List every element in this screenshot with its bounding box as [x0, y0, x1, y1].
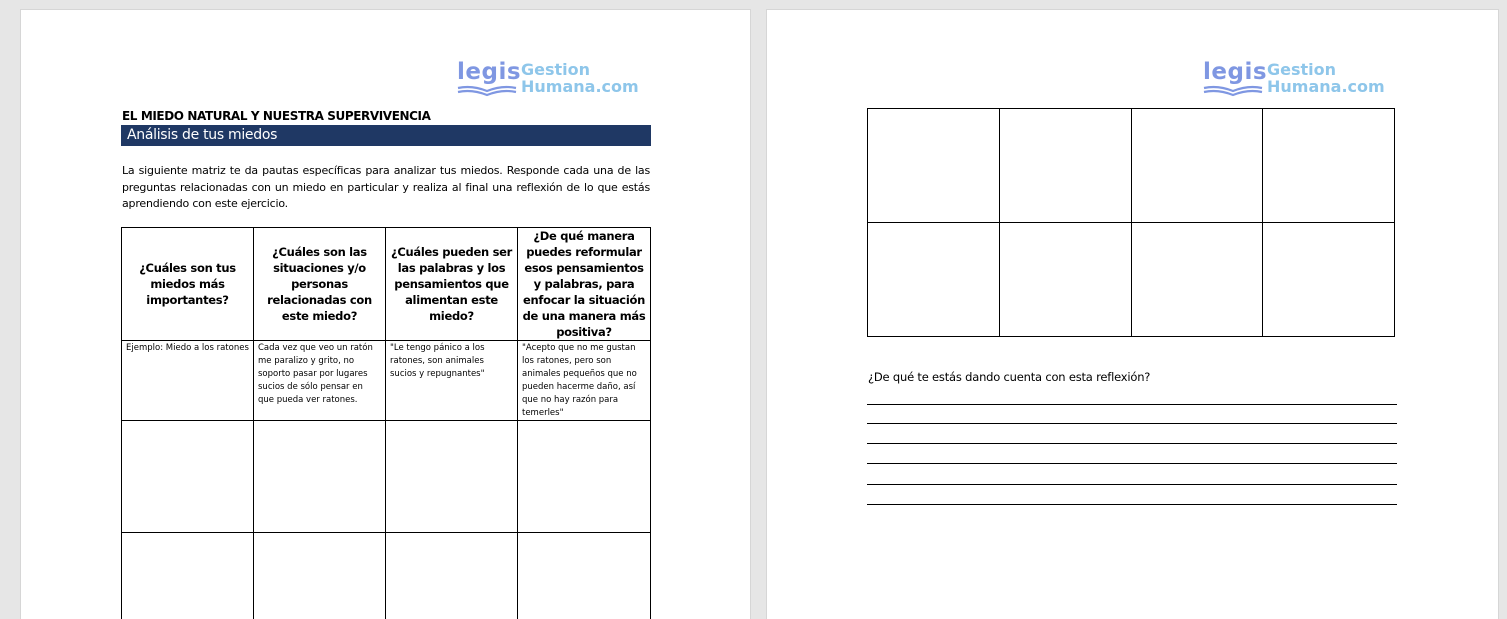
continuation-table: [867, 108, 1395, 337]
legis-gestionhumana-logo: [457, 60, 657, 100]
example-reframe-cell: "Acepto que no me gustan los ratones, pero son animales pequeños que no pueden hacerme daño, así que no hay razón para temerles": [518, 341, 651, 421]
example-row: [122, 341, 651, 421]
empty-cell[interactable]: [254, 421, 386, 533]
empty-cell[interactable]: [386, 533, 518, 619]
empty-cell[interactable]: [122, 421, 254, 533]
empty-cell[interactable]: [999, 109, 1131, 223]
answer-line[interactable]: [867, 443, 1397, 444]
document-page-2: [767, 10, 1498, 619]
document-page-1: [21, 10, 750, 619]
section-heading: Análisis de tus miedos: [127, 127, 278, 143]
logo-humana-text: Humana.com: [521, 77, 639, 96]
header-fears: ¿Cuáles son tus miedos más importantes?: [122, 228, 254, 341]
logo-legis-text: legis: [457, 59, 522, 85]
header-thoughts: ¿Cuáles pueden ser las palabras y los pensamientos que alimentan este miedo?: [386, 228, 518, 341]
empty-cell[interactable]: [1131, 109, 1263, 223]
answer-line[interactable]: [867, 504, 1397, 505]
answer-line[interactable]: [867, 484, 1397, 485]
answer-line[interactable]: [867, 423, 1397, 424]
table-row: [868, 223, 1395, 337]
document-title: EL MIEDO NATURAL Y NUESTRA SUPERVIVENCIA: [122, 109, 431, 123]
open-book-icon: [1203, 85, 1263, 97]
answer-line[interactable]: [867, 463, 1397, 464]
empty-cell[interactable]: [122, 533, 254, 619]
fear-analysis-table: [121, 227, 651, 619]
empty-cell[interactable]: [386, 421, 518, 533]
open-book-icon: [457, 85, 517, 97]
table-row: [868, 109, 1395, 223]
section-heading-bar: [121, 125, 651, 146]
empty-cell[interactable]: [868, 223, 1000, 337]
example-fear-cell: Ejemplo: Miedo a los ratones: [122, 341, 254, 421]
empty-cell[interactable]: [518, 533, 651, 619]
table-row: [122, 533, 651, 619]
empty-cell[interactable]: [1263, 223, 1395, 337]
logo-gestion-text: Gestion: [521, 60, 591, 79]
table-header-row: [122, 228, 651, 341]
logo-humana-text: Humana.com: [1267, 77, 1385, 96]
reflection-question: ¿De qué te estás dando cuenta con esta reflexión?: [868, 370, 1151, 384]
logo-gestion-text: Gestion: [1267, 60, 1337, 79]
example-thought-cell: "Le tengo pánico a los ratones, son animales sucios y repugnantes": [386, 341, 518, 421]
empty-cell[interactable]: [1131, 223, 1263, 337]
legis-gestionhumana-logo: [1203, 60, 1403, 100]
intro-paragraph: La siguiente matriz te da pautas específicas para analizar tus miedos. Responde cada una de las preguntas relacionadas con un miedo en particular y realiza al final una reflexión de lo que estás aprendiendo con este ejercicio.: [122, 164, 650, 210]
logo-legis-text: legis: [1203, 59, 1268, 85]
header-situations: ¿Cuáles son las situaciones y/o personas relacionadas con este miedo?: [254, 228, 386, 341]
answer-line[interactable]: [867, 404, 1397, 405]
example-situation-cell: Cada vez que veo un ratón me paralizo y grito, no soporto pasar por lugares sucios de sólo pensar en que pueda ver ratones.: [254, 341, 386, 421]
header-reframe: ¿De qué manera puedes reformular esos pensamientos y palabras, para enfocar la situación de una manera más positiva?: [518, 228, 651, 341]
empty-cell[interactable]: [1263, 109, 1395, 223]
table-row: [122, 421, 651, 533]
empty-cell[interactable]: [518, 421, 651, 533]
empty-cell[interactable]: [868, 109, 1000, 223]
empty-cell[interactable]: [254, 533, 386, 619]
empty-cell[interactable]: [999, 223, 1131, 337]
